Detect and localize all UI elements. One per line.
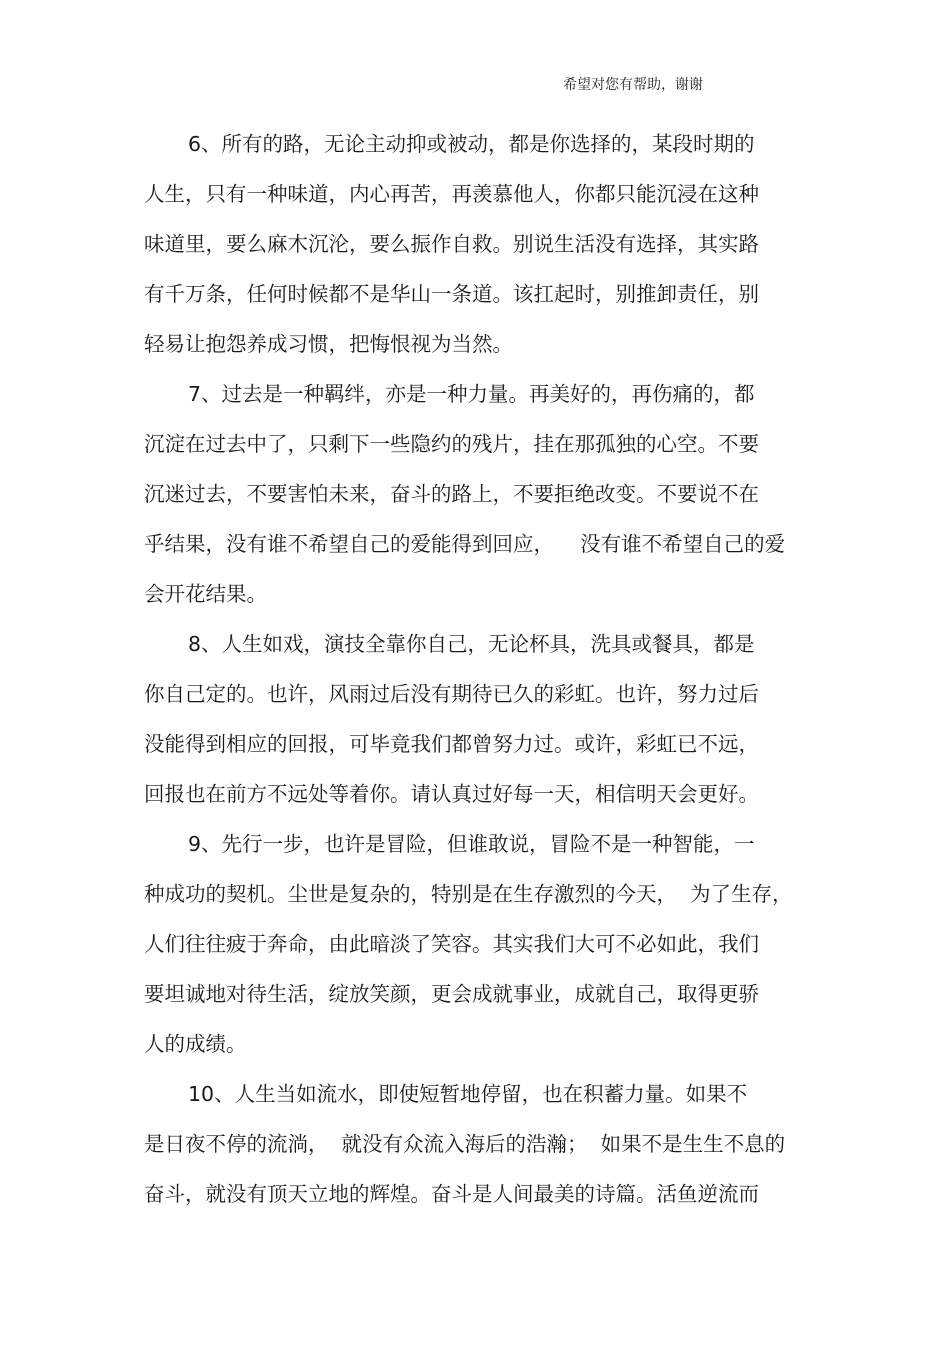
text-line: 人们往往疲于奔命，由此暗淡了笑容。其实我们大可不必如此，我们 (144, 932, 759, 956)
text-line: 味道里，要么麻木沉沦，要么振作自救。别说生活没有选择，其实路 (144, 232, 759, 256)
text-line: 人生，只有一种味道，内心再苦，再羡慕他人，你都只能沉浸在这种 (144, 182, 759, 206)
text-line: 6、所有的路，无论主动抑或被动，都是你选择的，某段时期的 (188, 132, 755, 156)
header-note: 希望对您有帮助，谢谢 (563, 77, 703, 93)
text-line: 是日夜不停的流淌， 就没有众流入海后的浩瀚； 如果不是生生不息的 (144, 1132, 786, 1156)
text-line: 人的成绩。 (144, 1032, 247, 1056)
text-line: 会开花结果。 (144, 582, 267, 606)
text-line: 8、人生如戏，演技全靠你自己，无论杯具，洗具或餐具，都是 (188, 632, 755, 656)
text-line: 奋斗，就没有顶天立地的辉煌。奋斗是人间最美的诗篇。活鱼逆流而 (144, 1182, 759, 1206)
text-line: 回报也在前方不远处等着你。请认真过好每一天，相信明天会更好。 (144, 782, 759, 806)
text-line: 你自己定的。也许，风雨过后没有期待已久的彩虹。也许，努力过后 (144, 682, 759, 706)
text-line: 7、过去是一种羁绊，亦是一种力量。再美好的，再伤痛的，都 (188, 382, 755, 406)
text-line: 没能得到相应的回报，可毕竟我们都曾努力过。或许，彩虹已不远， (144, 732, 759, 756)
text-line: 沉迷过去，不要害怕未来，奋斗的路上，不要拒绝改变。不要说不在 (144, 482, 759, 506)
text-line: 乎结果，没有谁不希望自己的爱能得到回应， 没有谁不希望自己的爱 (144, 532, 786, 556)
text-line: 沉淀在过去中了，只剩下一些隐约的残片，挂在那孤独的心空。不要 (144, 432, 759, 456)
text-line: 要坦诚地对待生活，绽放笑颜，更会成就事业，成就自己，取得更骄 (144, 982, 759, 1006)
text-line: 9、先行一步，也许是冒险，但谁敢说，冒险不是一种智能，一 (188, 832, 755, 856)
text-line: 轻易让抱怨养成习惯，把悔恨视为当然。 (144, 332, 513, 356)
text-line: 10、人生当如流水，即使短暂地停留，也在积蓄力量。如果不 (188, 1082, 748, 1106)
text-line: 种成功的契机。尘世是复杂的，特别是在生存激烈的今天， 为了生存， (144, 882, 793, 906)
text-line: 有千万条，任何时候都不是华山一条道。该扛起时，别推卸责任，别 (144, 282, 759, 306)
